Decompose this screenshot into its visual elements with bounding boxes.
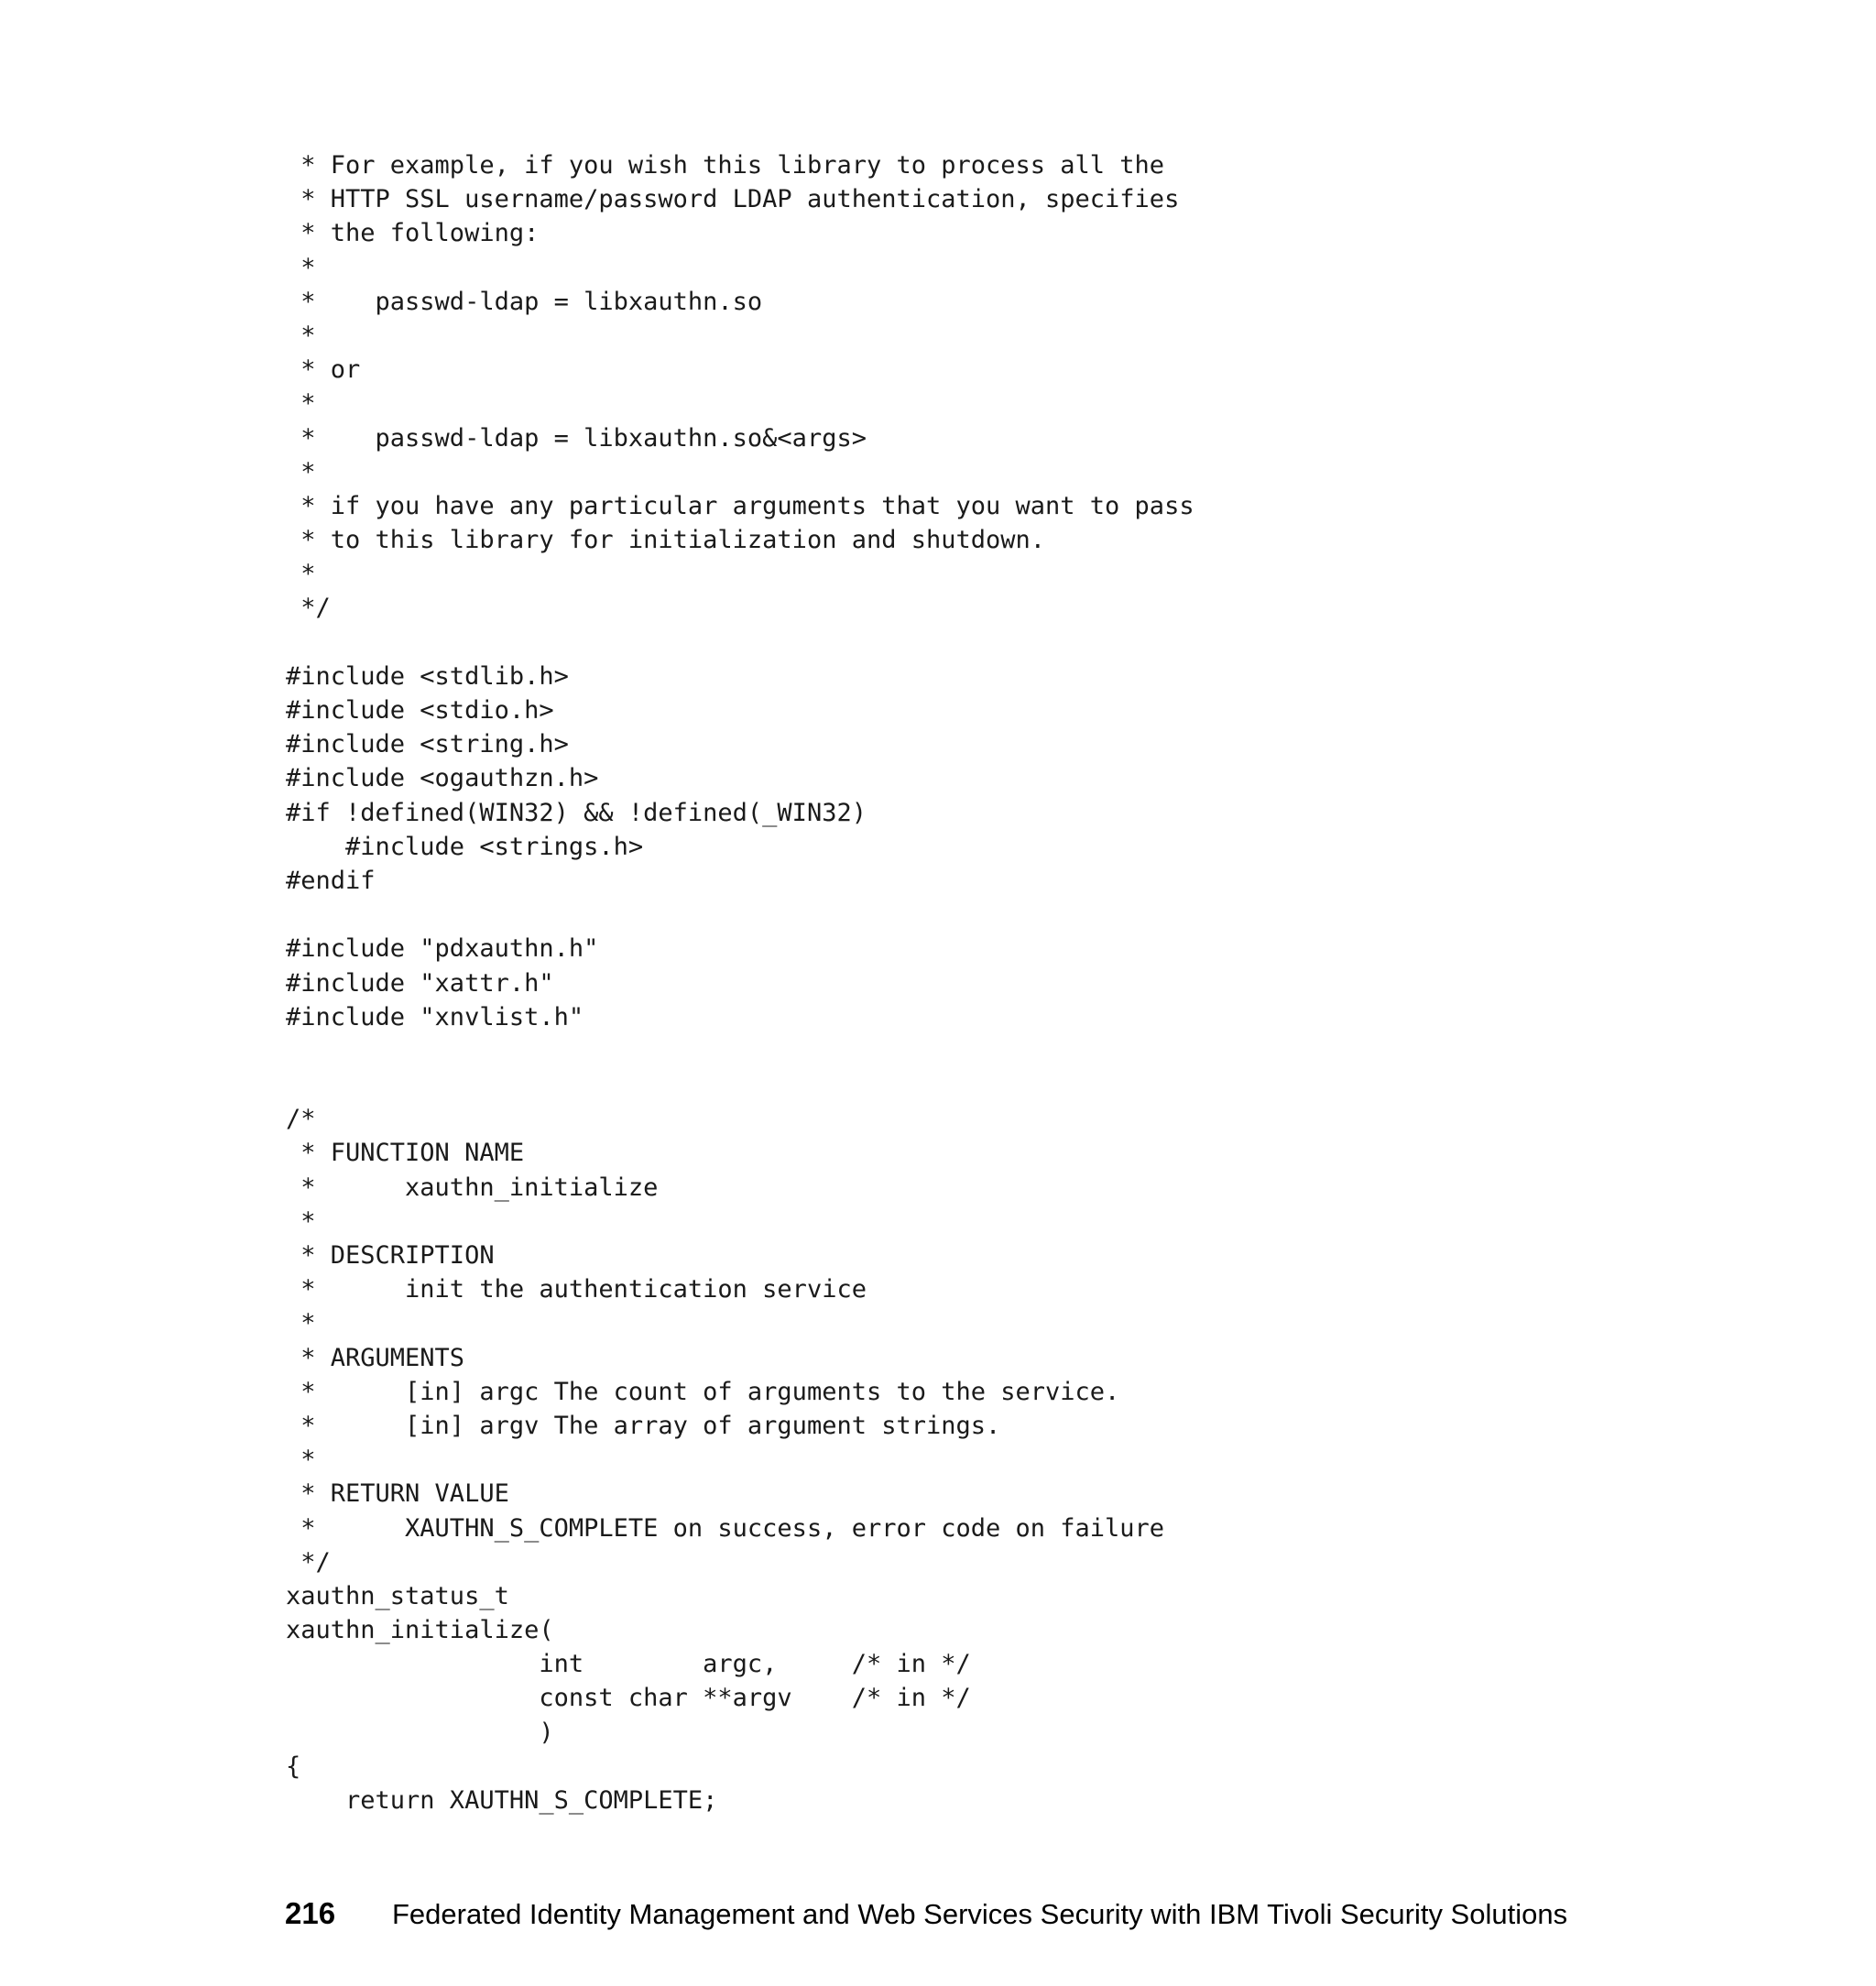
code-line: ) xyxy=(286,1718,554,1747)
code-line: #if !defined(WIN32) && !defined(_WIN32) xyxy=(286,798,867,827)
code-line: #include <stdio.h> xyxy=(286,696,554,725)
code-line: #include "xattr.h" xyxy=(286,968,554,998)
code-line: * the following: xyxy=(286,219,540,248)
code-line: * to this library for initialization and shutdown. xyxy=(286,526,1046,555)
code-line: * xyxy=(286,560,316,589)
code-line: * xyxy=(286,1309,316,1338)
code-line: #include <strings.h> xyxy=(286,832,644,861)
code-line: * xauthn_initialize xyxy=(286,1173,659,1202)
code-line: */ xyxy=(286,1547,331,1577)
code-line: #include <string.h> xyxy=(286,730,569,759)
code-line: * For example, if you wish this library to process all the xyxy=(286,151,1165,180)
code-line: * xyxy=(286,253,316,282)
code-line: * init the authentication service xyxy=(286,1275,867,1304)
code-line xyxy=(286,898,1194,932)
code-line: * passwd-ldap = libxauthn.so xyxy=(286,287,763,316)
page-footer xyxy=(285,1896,1567,1931)
code-line: * DESCRIPTION xyxy=(286,1241,495,1270)
code-line: * passwd-ldap = libxauthn.so&<args> xyxy=(286,423,867,453)
code-line: #include "xnvlist.h" xyxy=(286,1002,584,1031)
page-number: 216 xyxy=(285,1896,336,1930)
code-line: #include "pdxauthn.h" xyxy=(286,934,599,964)
code-line xyxy=(286,1068,1194,1102)
code-line: * FUNCTION NAME xyxy=(286,1139,525,1168)
code-line: * xyxy=(286,389,316,419)
book-title: Federated Identity Management and Web Services Security with IBM Tivoli Security Solutions xyxy=(392,1898,1568,1930)
code-line: xauthn_initialize( xyxy=(286,1616,554,1645)
code-line: * ARGUMENTS xyxy=(286,1343,465,1372)
code-line: * XAUTHN_S_COMPLETE on success, error code on failure xyxy=(286,1513,1165,1543)
code-line xyxy=(286,626,1194,660)
code-line: xauthn_status_t xyxy=(286,1581,509,1610)
code-line: * [in] argv The array of argument strings. xyxy=(286,1411,1001,1440)
code-line: */ xyxy=(286,594,331,623)
code-line: { xyxy=(286,1751,301,1781)
code-line: const char **argv /* in */ xyxy=(286,1684,971,1713)
code-listing xyxy=(286,148,1194,1817)
code-line: return XAUTHN_S_COMPLETE; xyxy=(286,1786,718,1815)
code-line: * RETURN VALUE xyxy=(286,1479,509,1509)
code-line: * xyxy=(286,1446,316,1475)
code-line: * if you have any particular arguments that you want to pass xyxy=(286,491,1194,520)
code-line: int argc, /* in */ xyxy=(286,1650,971,1679)
code-line: * xyxy=(286,321,316,350)
code-line xyxy=(286,1034,1194,1068)
code-line: /* xyxy=(286,1105,316,1134)
code-line: #include <ogauthzn.h> xyxy=(286,764,599,793)
code-line: #include <stdlib.h> xyxy=(286,661,569,691)
code-line: #endif xyxy=(286,866,376,895)
code-line: * or xyxy=(286,355,361,385)
code-line: * xyxy=(286,457,316,486)
code-line: * xyxy=(286,1206,316,1236)
code-line: * HTTP SSL username/password LDAP authentication, specifies xyxy=(286,185,1180,214)
code-line: * [in] argc The count of arguments to the service. xyxy=(286,1377,1120,1406)
